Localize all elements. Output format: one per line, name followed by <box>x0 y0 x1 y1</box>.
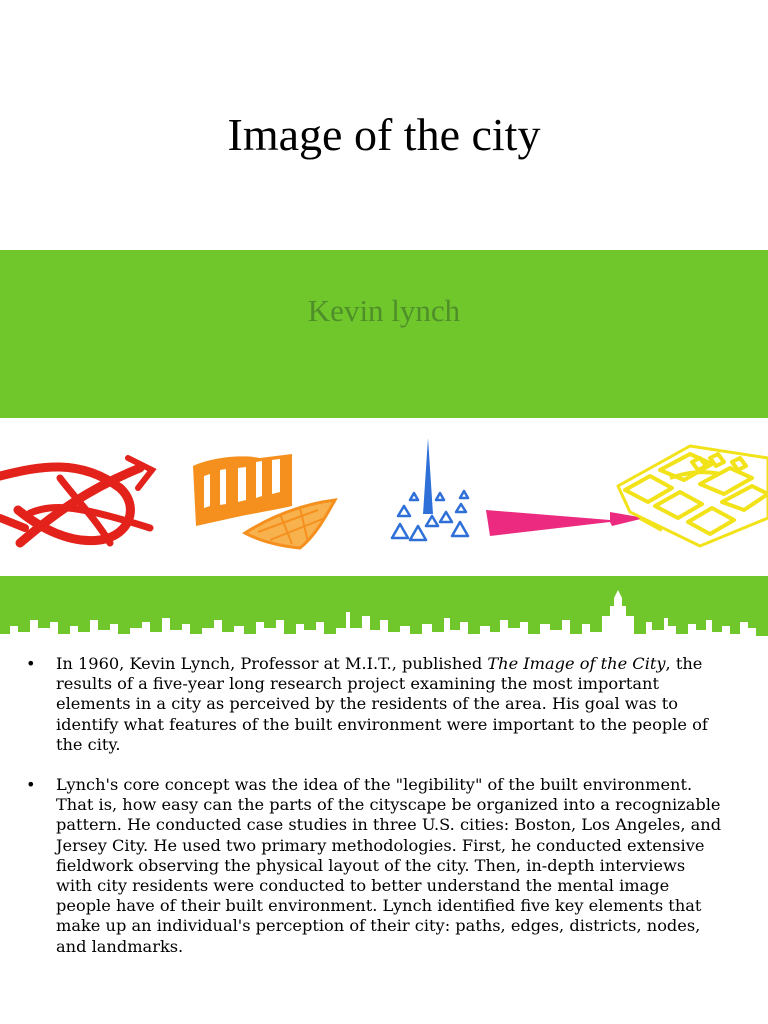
page-title: Image of the city <box>227 109 541 160</box>
bullet-item <box>26 654 726 755</box>
bullet-mark: • <box>26 654 36 673</box>
city-skyline-banner <box>0 576 768 646</box>
bullet-mark: • <box>26 775 36 795</box>
landmarks-icon <box>392 438 468 540</box>
page-subtitle: Kevin lynch <box>307 293 461 328</box>
paragraph-2-text: Lynch's core concept was the idea of the "legibility" of the built environment. That is, how easy can the parts of the cityscape be organized into a recognizable pattern. He conducted case studies in three U.S. cities: Boston, Los Angeles, and Jersey City. He used two primary methodologies. First, he conducted extensive fieldwork observing the physical layout of the city. Then, in-depth interviews with city residents were conducted to better understand the mental image people have of their built environment. Lynch identified five key elements that make up an individual's perception of their city: paths, edges, districts, nodes, and landmarks. <box>56 775 722 956</box>
book-title: The Image of the City <box>487 654 666 673</box>
paragraph-1-text: In 1960, Kevin Lynch, Professor at M.I.T., published The Image of the City, the results of a five-year long research project examining the most important elements in a city as perceived by the residents of the area. His goal was to identify what features of the built environment were important to the people of the city. <box>56 654 708 754</box>
city-elements-illustration <box>0 418 768 578</box>
subtitle-band <box>0 250 768 418</box>
body-bullet-list <box>26 654 726 977</box>
bullet-item <box>26 775 726 957</box>
city-blocks-icon <box>618 446 768 546</box>
districts-icon <box>193 454 335 548</box>
edge-arrow-icon <box>486 510 645 536</box>
paths-icon <box>0 458 152 543</box>
